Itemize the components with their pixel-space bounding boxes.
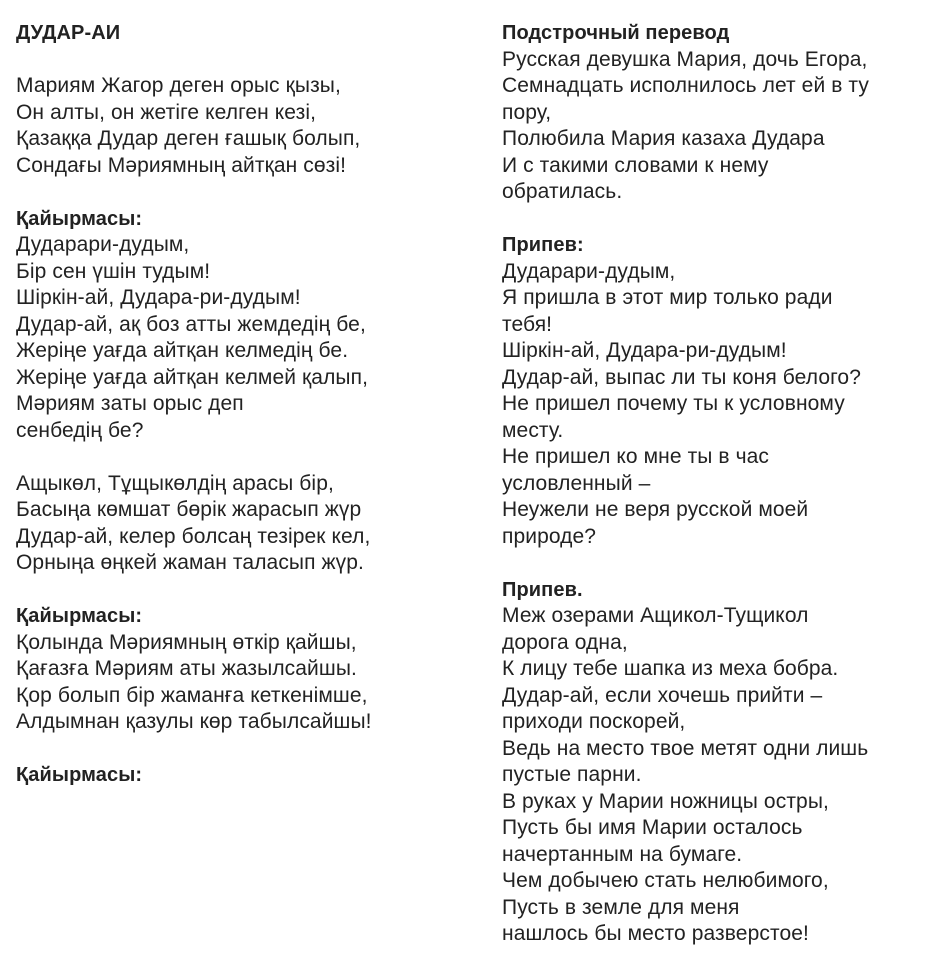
lyric-line: Сондағы Мәриямның айтқан сөзі! <box>16 153 347 177</box>
lyric-line: Бір сен үшін тудым! <box>16 259 211 283</box>
lyric-line: Қағазға Мәриям аты жазылсайшы. <box>16 657 357 680</box>
refrain-label: Припев: <box>502 234 584 256</box>
lyric-line: месту. <box>502 418 564 442</box>
lyric-line: Жеріңе уағда айтқан келмедің бе. <box>16 339 349 362</box>
spacer <box>16 736 456 763</box>
lyric-line: Орныңа өңкей жаман таласып жүр. <box>16 551 364 574</box>
lyric-line: нашлось бы место разверстое! <box>502 922 809 945</box>
kazakh-stanza-4 <box>16 630 456 736</box>
kazakh-stanza-3 <box>16 471 456 577</box>
lyric-line: Дудар-ай, келер болсаң тезірек кел, <box>16 524 371 548</box>
kazakh-lyrics-column <box>16 20 456 789</box>
lyric-line: дорога одна, <box>502 630 628 654</box>
lyric-line: Неужели не веря русской моей <box>502 498 809 521</box>
lyric-line: Не пришел почему ты к условному <box>502 392 845 415</box>
lyric-line: Он алты, он жетіге келген кезі, <box>16 100 317 124</box>
russian-stanza-1 <box>502 47 942 206</box>
lyric-line: Қор болып бір жаманға кеткенімше, <box>16 683 368 707</box>
lyric-line: Пусть в земле для меня <box>502 895 740 919</box>
lyric-line: начертанным на бумаге. <box>502 842 743 866</box>
lyric-line: Не пришел ко мне ты в час <box>502 445 770 468</box>
lyric-line: Шіркін-ай, Дудара-ри-дудым! <box>16 286 301 309</box>
lyric-line: Қолында Мәриямның өткір қайшы, <box>16 630 357 654</box>
russian-stanza-3 <box>502 603 942 948</box>
translation-title: Подстрочный перевод <box>502 22 730 44</box>
lyric-line: Дудар-ай, если хочешь прийти – <box>502 683 823 707</box>
lyric-line: пору, <box>502 100 552 124</box>
refrain-label: Қайырмасы: <box>16 207 143 230</box>
kazakh-stanza-1 <box>16 73 456 179</box>
lyric-line: тебя! <box>502 312 553 336</box>
song-title: ДУДАР-АИ <box>16 22 121 44</box>
lyric-line: Дудар-ай, ақ боз атты жемдедің бе, <box>16 312 366 336</box>
spacer <box>16 444 456 471</box>
lyric-line: Семнадцать исполнилось лет ей в ту <box>502 74 869 97</box>
lyric-line: пустые парни. <box>502 763 642 786</box>
lyric-line: условленный – <box>502 471 651 495</box>
lyric-line: Ведь на место твое метят одни лишь <box>502 736 869 760</box>
refrain-label: Припев. <box>502 578 583 601</box>
kazakh-stanza-2 <box>16 232 456 444</box>
lyric-line: И с такими словами к нему <box>502 153 769 177</box>
lyric-line: сенбедің бе? <box>16 418 144 442</box>
lyric-line: Чем добычею стать нелюбимого, <box>502 869 829 892</box>
spacer <box>16 179 456 206</box>
russian-stanza-2 <box>502 259 942 551</box>
lyric-line: Дударари-дудым, <box>16 233 190 256</box>
lyric-line: Дудар-ай, выпас ли ты коня белого? <box>502 365 861 389</box>
lyric-line: Басыңа көмшат бөрік жарасып жүр <box>16 498 362 521</box>
lyric-line: Полюбила Мария казаха Дудара <box>502 127 825 150</box>
lyric-line: Я пришла в этот мир только ради <box>502 286 833 309</box>
lyric-line: природе? <box>502 524 597 548</box>
spacer <box>16 47 456 74</box>
spacer <box>502 206 942 233</box>
refrain-label: Қайырмасы: <box>16 764 143 786</box>
lyric-line: К лицу тебе шапка из меха бобра. <box>502 657 839 680</box>
lyric-line: Дударари-дудым, <box>502 259 676 283</box>
lyric-line: Русская девушка Мария, дочь Егора, <box>502 47 868 71</box>
lyric-line: Меж озерами Ащикол-Тущикол <box>502 604 809 627</box>
lyric-line: Қазаққа Дудар деген ғашық болып, <box>16 127 361 150</box>
lyric-line: В руках у Марии ножницы остры, <box>502 789 829 813</box>
lyric-line: Мариям Жагор деген орыс қызы, <box>16 74 341 97</box>
lyric-line: Жеріңе уағда айтқан келмей қалып, <box>16 365 369 389</box>
lyric-line: обратилась. <box>502 180 623 203</box>
lyric-line: Алдымнан қазулы көр табылсайшы! <box>16 710 372 733</box>
lyric-line: Ащыкөл, Тұщыкөлдің арасы бір, <box>16 471 334 495</box>
lyric-line: Пусть бы имя Марии осталось <box>502 816 803 839</box>
russian-translation-column <box>502 20 942 948</box>
lyric-line: приходи поскорей, <box>502 710 686 733</box>
lyric-line: Шіркін-ай, Дудара-ри-дудым! <box>502 339 787 362</box>
lyric-line: Мәриям заты орыс деп <box>16 392 244 415</box>
spacer <box>502 550 942 577</box>
refrain-label: Қайырмасы: <box>16 605 143 627</box>
spacer <box>16 577 456 604</box>
